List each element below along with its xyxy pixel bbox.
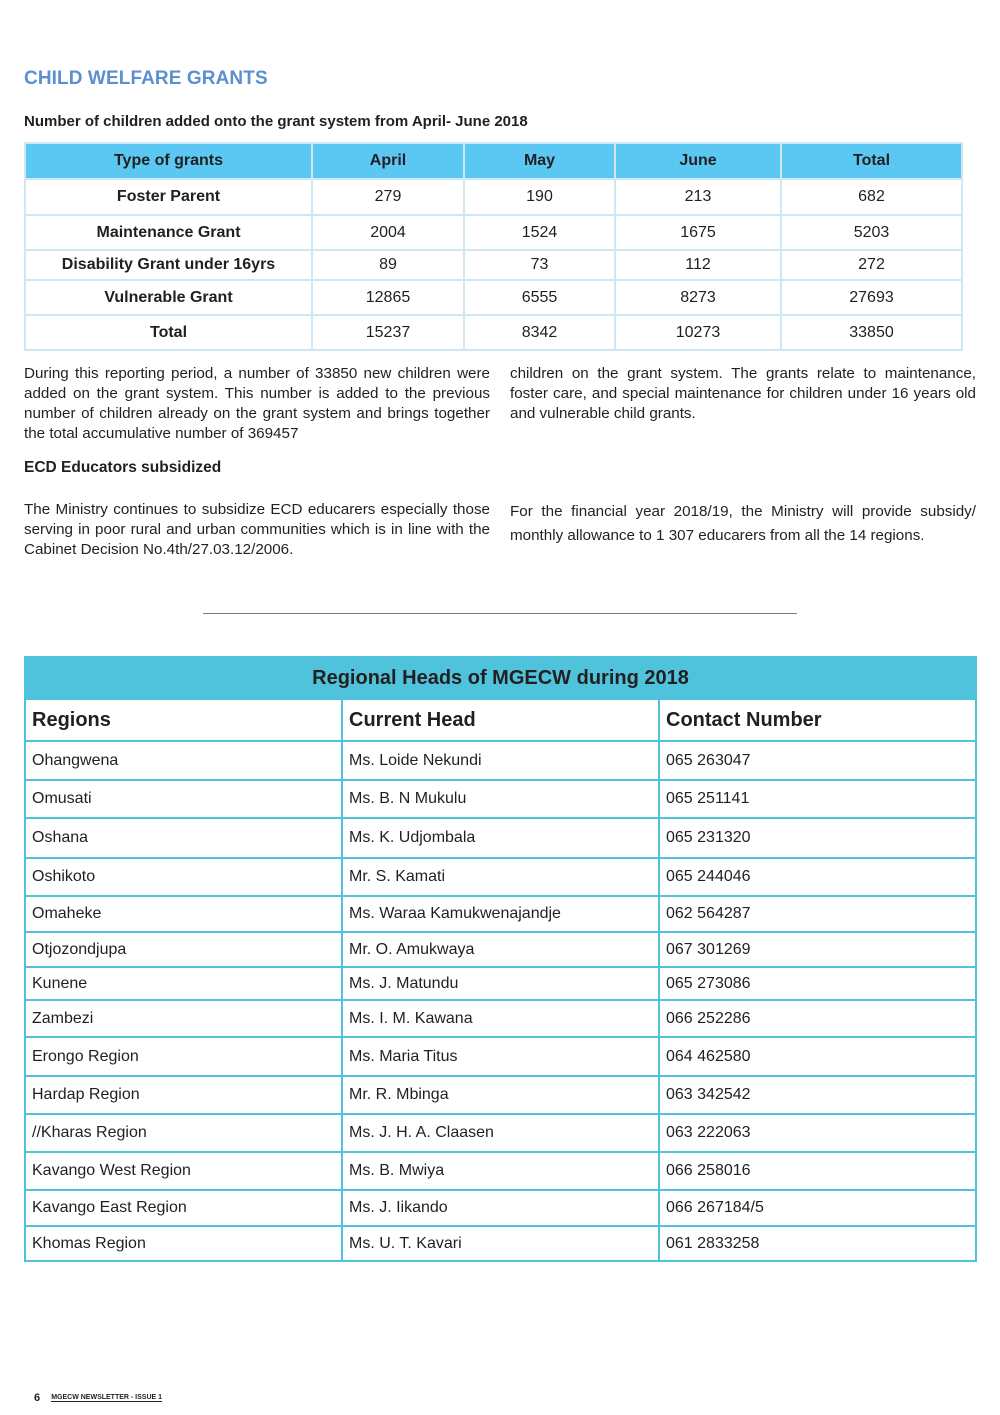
head-cell: Ms. I. M. Kawana [342, 1000, 659, 1037]
grants-table-caption: Number of children added onto the grant system from April- June 2018 [24, 113, 528, 130]
table-cell: 27693 [781, 280, 962, 315]
body-paragraph: children on the grant system. The grants relate to maintenance, foster care, and special maintenance for children under 16 years old and vulnerable child grants. [510, 365, 976, 422]
head-cell: Ms. U. T. Kavari [342, 1226, 659, 1261]
grants-header-cell: Total [781, 143, 962, 179]
region-cell: Oshana [25, 818, 342, 858]
table-cell: 5203 [781, 215, 962, 250]
contact-cell: 066 267184/5 [659, 1190, 976, 1226]
grants-header-cell: June [615, 143, 781, 179]
table-cell: 1524 [464, 215, 615, 250]
grants-header-cell: Type of grants [25, 143, 312, 179]
grant-type-cell: Maintenance Grant [25, 215, 312, 250]
contact-cell: 064 462580 [659, 1037, 976, 1076]
heads-header-cell: Regions [25, 699, 342, 741]
region-cell: Kavango West Region [25, 1152, 342, 1190]
table-cell: 279 [312, 179, 464, 215]
contact-cell: 065 263047 [659, 741, 976, 780]
table-cell: 112 [615, 250, 781, 280]
region-cell: Kavango East Region [25, 1190, 342, 1226]
heads-header-cell: Contact Number [659, 699, 976, 741]
contact-cell: 062 564287 [659, 896, 976, 932]
head-cell: Ms. B. Mwiya [342, 1152, 659, 1190]
region-cell: Hardap Region [25, 1076, 342, 1114]
contact-cell: 065 273086 [659, 967, 976, 1000]
head-cell: Mr. O. Amukwaya [342, 932, 659, 967]
head-cell: Mr. R. Mbinga [342, 1076, 659, 1114]
page-number: 6 [34, 1392, 41, 1404]
table-row [25, 818, 976, 858]
region-cell: Kunene [25, 967, 342, 1000]
head-cell: Ms. Maria Titus [342, 1037, 659, 1076]
table-cell: 682 [781, 179, 962, 215]
grant-type-cell: Vulnerable Grant [25, 280, 312, 315]
grants-header-cell: April [312, 143, 464, 179]
grants-table [24, 142, 963, 351]
region-cell: Otjozondjupa [25, 932, 342, 967]
heads-header-row [25, 699, 976, 741]
heads-header-cell: Current Head [342, 699, 659, 741]
table-row [25, 1152, 976, 1190]
table-cell: 33850 [781, 315, 962, 350]
grant-type-cell: Total [25, 315, 312, 350]
contact-cell: 066 252286 [659, 1000, 976, 1037]
region-cell: Omusati [25, 780, 342, 818]
body-paragraph: The Ministry continues to subsidize ECD educarers especially those serving in poor rural and urban communities which is in line with the Cabinet Decision No.4th/27.03.12/2006. [24, 501, 490, 558]
table-cell: 15237 [312, 315, 464, 350]
head-cell: Ms. J. H. A. Claasen [342, 1114, 659, 1152]
table-cell: 8342 [464, 315, 615, 350]
table-cell: 190 [464, 179, 615, 215]
contact-cell: 063 342542 [659, 1076, 976, 1114]
head-cell: Ms. J. Iikando [342, 1190, 659, 1226]
table-row [25, 1226, 976, 1261]
contact-cell: 063 222063 [659, 1114, 976, 1152]
table-row [25, 250, 962, 280]
body-paragraph: For the financial year 2018/19, the Ministry will provide subsidy/ monthly allowance to 1 307 educarers from all the 14 regions. [510, 503, 976, 544]
table-cell: 272 [781, 250, 962, 280]
body-paragraph: During this reporting period, a number of 33850 new children were added on the grant system. This number is added to the previous number of children already on the grant system and brings together the total accumulative number of 369457 [24, 365, 490, 442]
table-row [25, 1076, 976, 1114]
table-row [25, 932, 976, 967]
table-row [25, 315, 962, 350]
grants-header-row [25, 143, 962, 179]
table-cell: 8273 [615, 280, 781, 315]
region-cell: //Kharas Region [25, 1114, 342, 1152]
table-row [25, 858, 976, 896]
region-cell: Oshikoto [25, 858, 342, 896]
head-cell: Mr. S. Kamati [342, 858, 659, 896]
table-row [25, 780, 976, 818]
table-row [25, 1037, 976, 1076]
contact-cell: 065 251141 [659, 780, 976, 818]
table-row [25, 741, 976, 780]
table-row [25, 179, 962, 215]
contact-cell: 066 258016 [659, 1152, 976, 1190]
table-cell: 73 [464, 250, 615, 280]
table-cell: 1675 [615, 215, 781, 250]
region-cell: Khomas Region [25, 1226, 342, 1261]
region-cell: Omaheke [25, 896, 342, 932]
region-cell: Ohangwena [25, 741, 342, 780]
grants-header-cell: May [464, 143, 615, 179]
regional-heads-banner: Regional Heads of MGECW during 2018 [25, 657, 976, 699]
table-row [25, 967, 976, 1000]
table-row [25, 280, 962, 315]
grant-type-cell: Disability Grant under 16yrs [25, 250, 312, 280]
ecd-heading: ECD Educators subsidized [24, 459, 222, 476]
table-row [25, 1190, 976, 1226]
table-cell: 10273 [615, 315, 781, 350]
grant-type-cell: Foster Parent [25, 179, 312, 215]
page-footer [34, 1392, 162, 1404]
contact-cell: 065 231320 [659, 818, 976, 858]
table-row [25, 215, 962, 250]
head-cell: Ms. B. N Mukulu [342, 780, 659, 818]
region-cell: Erongo Region [25, 1037, 342, 1076]
section-title: CHILD WELFARE GRANTS [24, 68, 268, 89]
table-row [25, 1114, 976, 1152]
table-cell: 89 [312, 250, 464, 280]
contact-cell: 061 2833258 [659, 1226, 976, 1261]
head-cell: Ms. J. Matundu [342, 967, 659, 1000]
section-divider [203, 613, 797, 614]
contact-cell: 067 301269 [659, 932, 976, 967]
table-row [25, 1000, 976, 1037]
table-cell: 6555 [464, 280, 615, 315]
table-cell: 213 [615, 179, 781, 215]
region-cell: Zambezi [25, 1000, 342, 1037]
regional-heads-table [24, 656, 977, 1262]
head-cell: Ms. K. Udjombala [342, 818, 659, 858]
table-cell: 12865 [312, 280, 464, 315]
contact-cell: 065 244046 [659, 858, 976, 896]
table-row [25, 896, 976, 932]
publication-name: MGECW NEWSLETTER - ISSUE 1 [51, 1394, 163, 1402]
head-cell: Ms. Waraa Kamukwenajandje [342, 896, 659, 932]
table-cell: 2004 [312, 215, 464, 250]
head-cell: Ms. Loide Nekundi [342, 741, 659, 780]
